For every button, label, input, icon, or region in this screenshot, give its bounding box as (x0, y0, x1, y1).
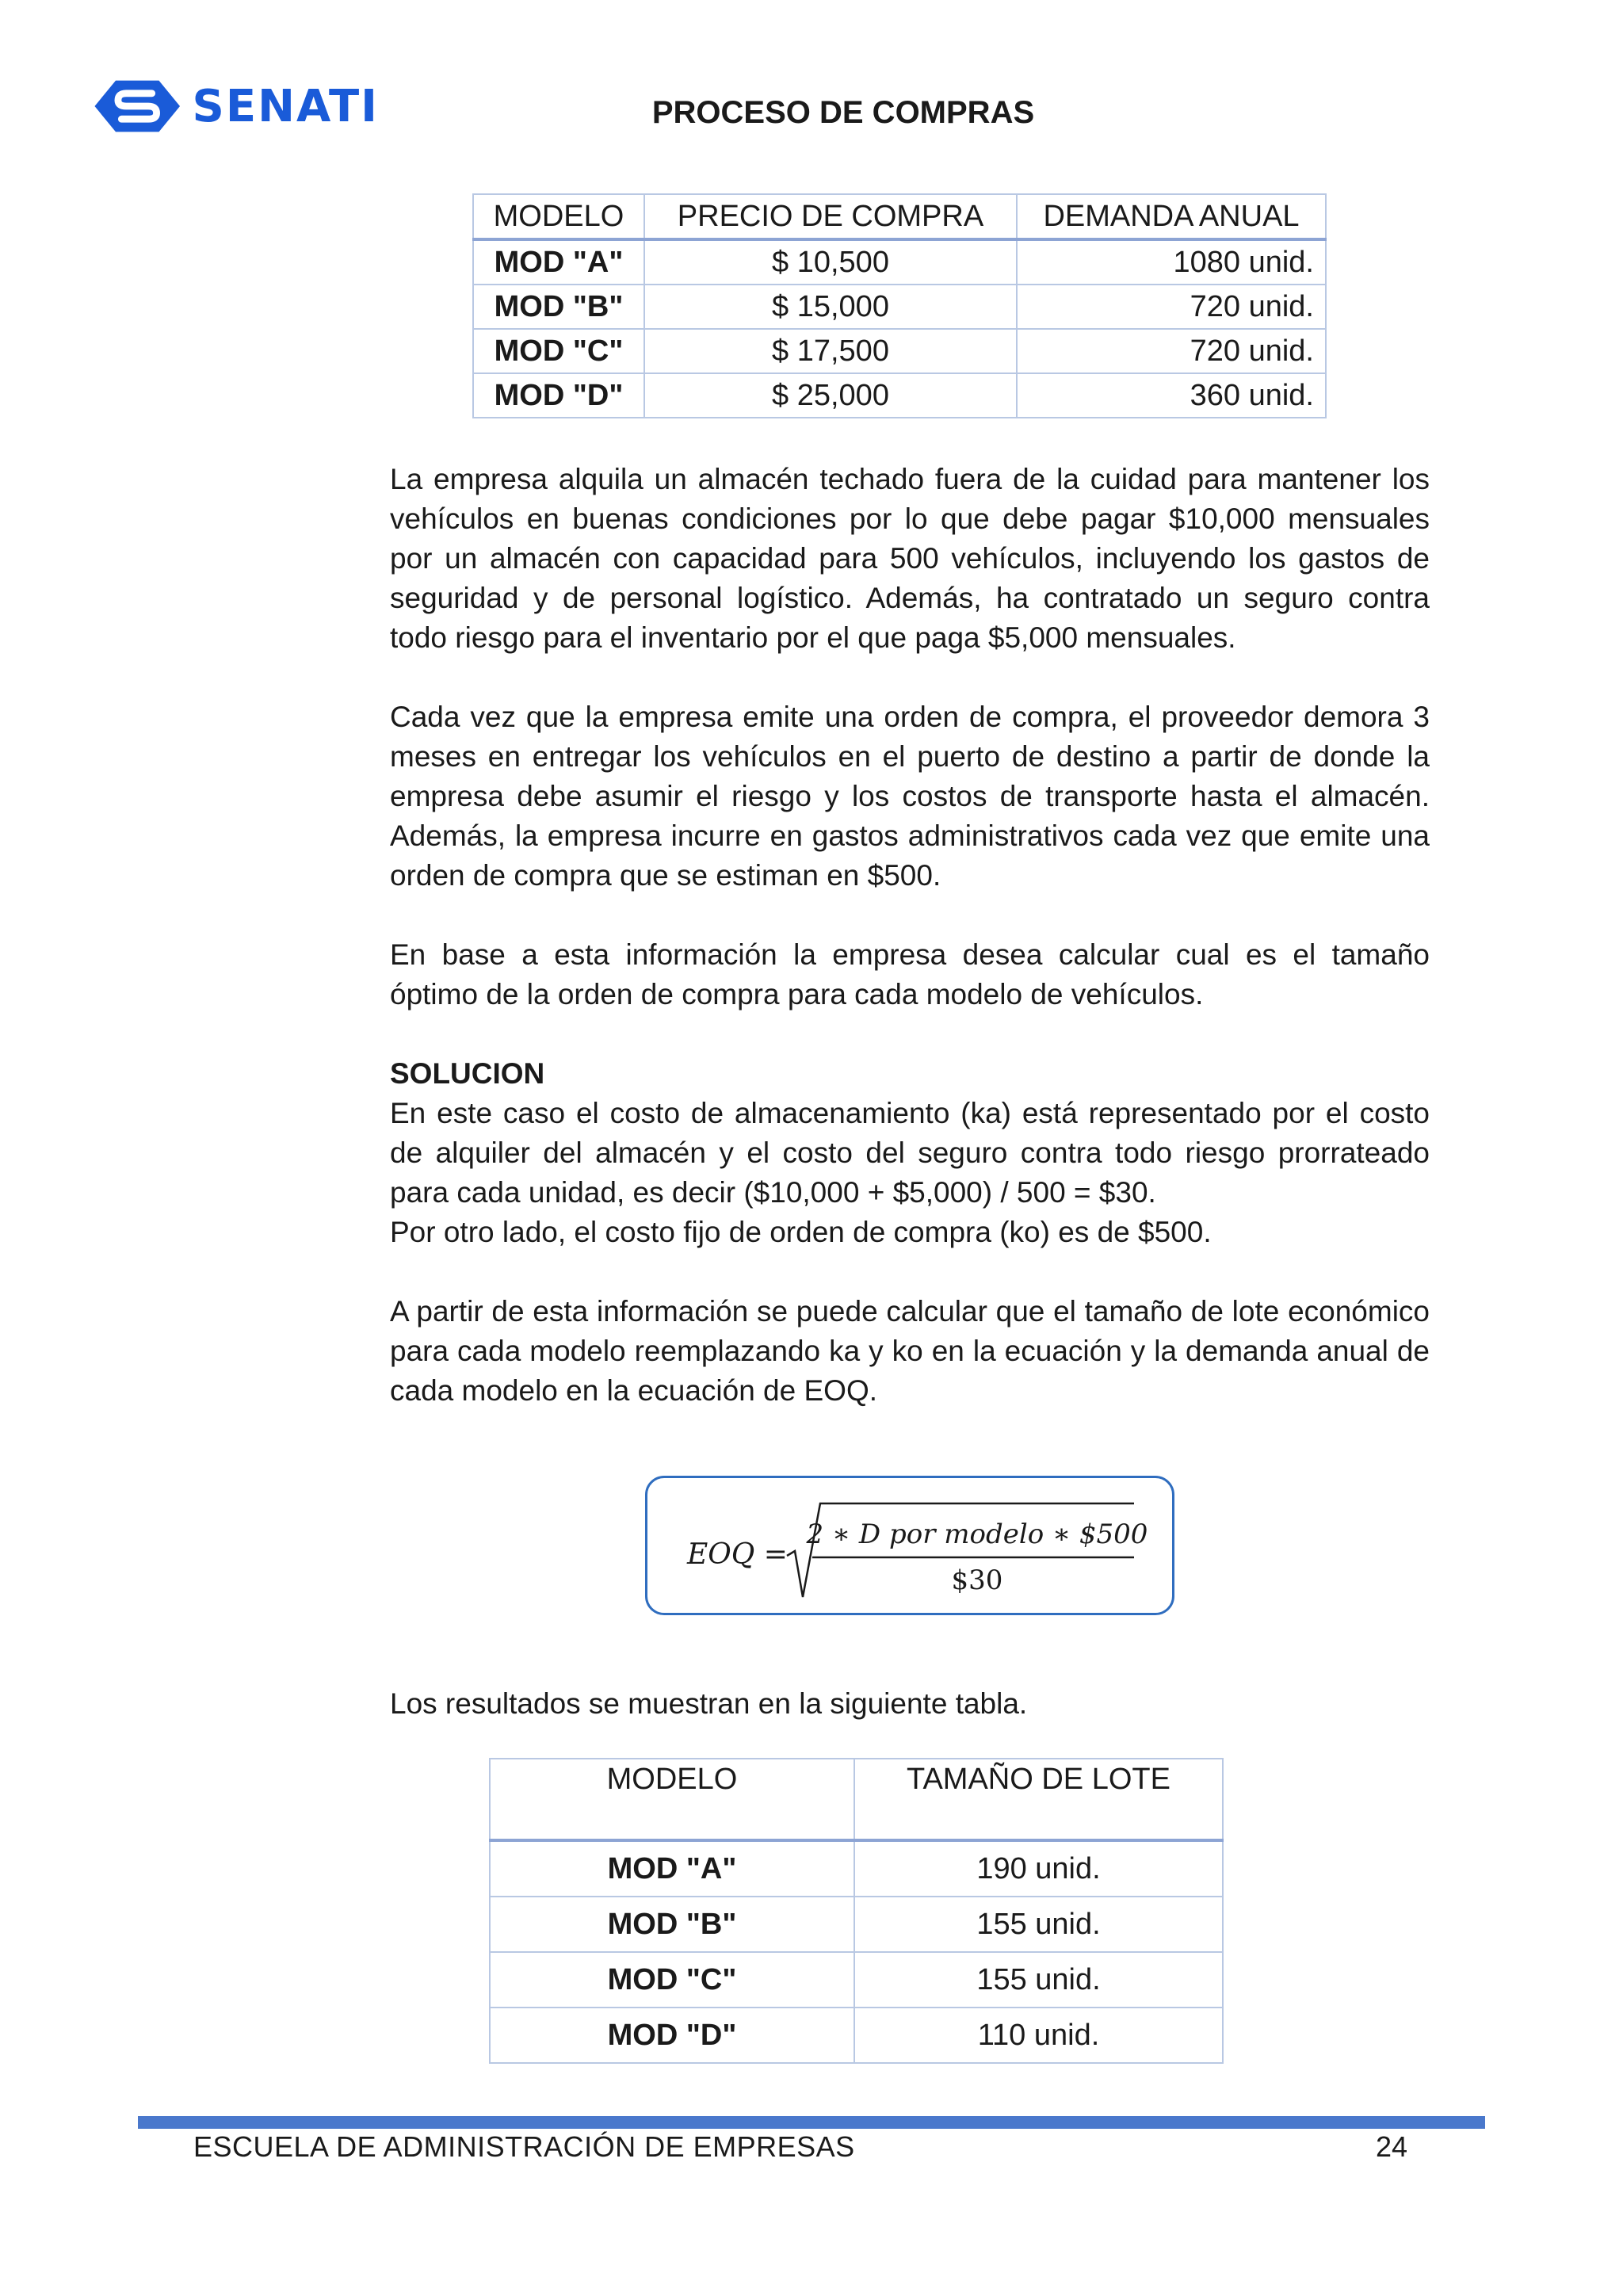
column-header: PRECIO DE COMPRA (644, 194, 1017, 239)
footer-divider (138, 2116, 1485, 2129)
column-header: TAMAÑO DE LOTE (854, 1759, 1223, 1840)
paragraph-order-cost: Por otro lado, el costo fijo de orden de compra (ko) es de $500. (390, 1216, 1212, 1248)
table-row (473, 373, 1326, 418)
paragraph-order-lead-time: Cada vez que la empresa emite una orden de compra, el proveedor demora 3 meses en entregar los vehículos en el puerto de destino a partir de donde la empresa debe asumir el riesgo y los costos de transporte hasta el almacén. Además, la empresa incurre en gastos administrativos cada vez que emite una orden de compra que se estiman en $500. (390, 701, 1430, 892)
model-cell: MOD "D" (473, 373, 644, 418)
table-header-row (490, 1759, 1223, 1840)
model-cell: MOD "B" (490, 1897, 854, 1952)
table-row (490, 1952, 1223, 2008)
paragraph-holding-cost: En este caso el costo de almacenamiento (ka) está representado por el costo de alquiler del almacén y el costo del seguro contra todo riesgo prorrateado para cada unidad, es decir ($10,000 + $5,000) / 500 = $30. (390, 1097, 1430, 1209)
table-row (490, 2008, 1223, 2063)
table-row (473, 239, 1326, 285)
page-number: 24 (1376, 2130, 1408, 2163)
price-cell: $ 10,500 (644, 239, 1017, 285)
model-cell: MOD "C" (490, 1952, 854, 2008)
lot-size-table (489, 1758, 1224, 2064)
table-row (473, 329, 1326, 373)
lot-size-cell: 155 unid. (854, 1952, 1223, 2008)
purchase-price-table (472, 193, 1327, 418)
model-cell: MOD "C" (473, 329, 644, 373)
table-row (490, 1840, 1223, 1897)
eoq-formula (645, 1476, 1174, 1615)
price-cell: $ 25,000 (644, 373, 1017, 418)
lot-size-cell: 155 unid. (854, 1897, 1223, 1952)
column-header: MODELO (490, 1759, 854, 1840)
demand-cell: 720 unid. (1017, 285, 1326, 329)
solution-heading: SOLUCION (390, 1057, 545, 1090)
formula-denominator: $30 (951, 1564, 1003, 1596)
paragraph-objective: En base a esta información la empresa desea calcular cual es el tamaño óptimo de la orden de compra para cada modelo de vehículos. (390, 938, 1430, 1010)
table-row (473, 285, 1326, 329)
table-row (490, 1897, 1223, 1952)
page-title: PROCESO DE COMPRAS (651, 95, 1035, 130)
column-header: DEMANDA ANUAL (1017, 194, 1326, 239)
model-cell: MOD "B" (473, 285, 644, 329)
footer-school-name: ESCUELA DE ADMINISTRACIÓN DE EMPRESAS (193, 2130, 855, 2163)
solution-section (390, 1054, 1430, 1252)
lot-size-cell: 190 unid. (854, 1840, 1223, 1897)
paragraph-results-intro: Los resultados se muestran en la siguiente tabla. (390, 1687, 1028, 1720)
model-cell: MOD "D" (490, 2008, 854, 2063)
demand-cell: 1080 unid. (1017, 239, 1326, 285)
demand-cell: 720 unid. (1017, 329, 1326, 373)
column-header: MODELO (473, 194, 644, 239)
model-cell: MOD "A" (490, 1840, 854, 1897)
formula-lhs: EOQ = (687, 1538, 788, 1571)
lot-size-cell: 110 unid. (854, 2008, 1223, 2063)
table-header-row (473, 194, 1326, 239)
formula-numerator: 2 ∗ D por modelo ∗ $500 (806, 1519, 1148, 1550)
square-root-icon (647, 1478, 1177, 1618)
price-cell: $ 15,000 (644, 285, 1017, 329)
paragraph-eoq-intro: A partir de esta información se puede calcular que el tamaño de lote económico para cada modelo reemplazando ka y ko en la ecuación y la demanda anual de cada modelo en la ecuación de EOQ. (390, 1295, 1430, 1407)
price-cell: $ 17,500 (644, 329, 1017, 373)
model-cell: MOD "A" (473, 239, 644, 285)
paragraph-warehouse: La empresa alquila un almacén techado fuera de la cuidad para mantener los vehículos en buenas condiciones por lo que debe pagar $10,000 mensuales por un almacén con capacidad para 500 vehículos, incluyendo los gastos de seguridad y de personal logístico. Además, ha contratado un seguro contra todo riesgo para el inventario por el que paga $5,000 mensuales. (390, 463, 1430, 654)
logo-text: SENATI (192, 80, 379, 132)
demand-cell: 360 unid. (1017, 373, 1326, 418)
